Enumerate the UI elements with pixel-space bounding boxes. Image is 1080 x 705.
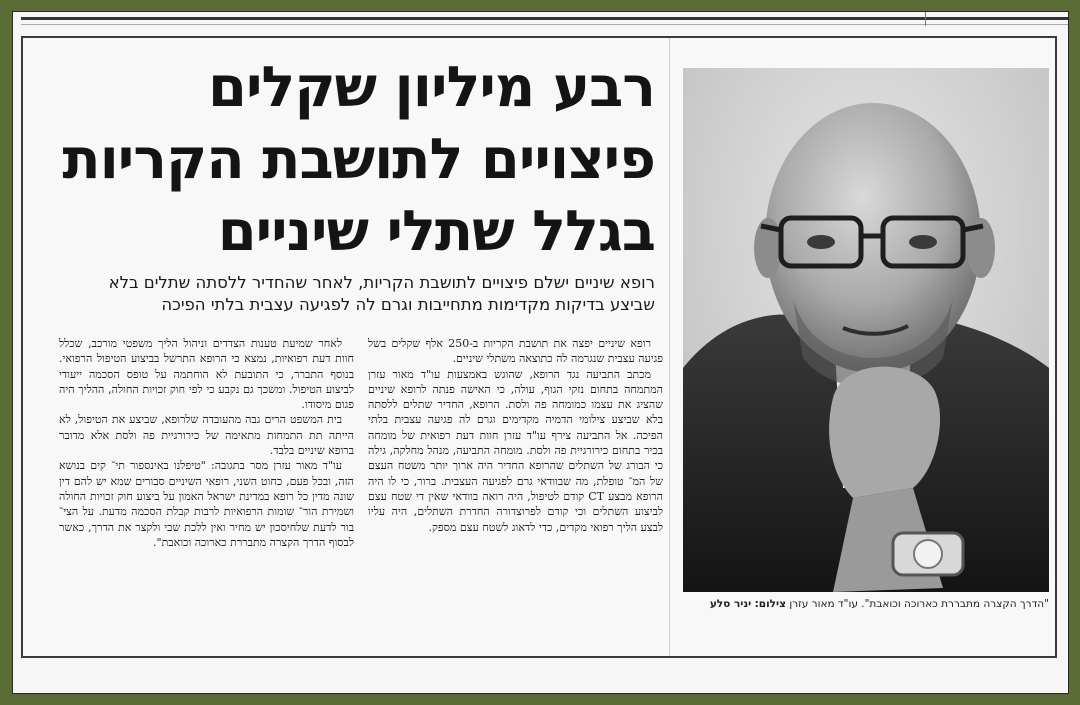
paragraph: לאחר שמיעת טענות הצדדים וניהול הליך משפטי מורכב, שכלל חוות דעת רפואיות, נמצא כי הרופא התרשל בביצוע הטיפול הרפואי. בנוסף התברר, כי התובעת לא הוחתמה על טופס הסכמה ייעודי לביצוע הטיפול. ומשכך גם נקבע כי לפי חוק זכויות החולה, ההליך היה פגום מיסודו.: [59, 337, 354, 412]
fold-mark: [925, 12, 926, 26]
subheadline-line: שביצע בדיקות מקדימות מתחייבות וגרם לה לפגיעה עצבית בלתי הפיכה: [161, 295, 655, 314]
headline-line: בגלל שתלי שיניים: [217, 199, 655, 264]
article-frame: [21, 36, 1057, 658]
headline: [55, 52, 655, 268]
headline-line: פיצויים לתושבת הקריות: [62, 127, 655, 192]
headline-line: רבע מיליון שקלים: [207, 55, 655, 120]
portrait-photo: [683, 68, 1049, 592]
body-column-left: [59, 336, 354, 550]
paragraph: בית המשפט הרים גבה מהעובדה שלרופא, שביצע את הטיפול, לא הייתה תת התמחות מתאימה של כירורגיית פה ולסת אלא מדובר ברופא שיניים בלבד.: [59, 413, 354, 458]
top-rule-thin: [21, 24, 1068, 25]
subheadline: [55, 272, 655, 316]
photo-credit-label: צילום:: [754, 598, 786, 610]
photo-credit-name: יניר סלע: [709, 598, 752, 610]
top-rule: [21, 17, 1068, 20]
paragraph: רופא שיניים יפצה את תושבת הקריות ב-250 אלף שקלים בשל פגיעה עצבית שנגרמה לה כתוצאה משתלי שיניים.: [368, 337, 663, 366]
photo-caption: [683, 598, 1049, 610]
portrait-illustration: [683, 68, 1049, 592]
body-column-right: [368, 336, 663, 535]
paragraph: עו"ד מאור עזרן מסר בתגובה: "טיפלנו באינספור תי־ קים בנושא הזה, ובכל פעם, כחוט השני, רופאי השיניים סבורים שמא יש להם דין שונה מדין כל רופא במדינת ישראל האמון על ביצוע חוק זכויות החולה ושמירת הור־ שומות הרפואיות לרבות קבלת הסכמה מדעת. על הצי־ בור לדעת שלחיסכון יש מחיר ואין ללכת שבי ולקצר את הדרך, כאשר לבסוף הדרך הקצרה מתבררת כארוכה וכואבת".: [59, 459, 354, 549]
caption-quote: "הדרך הקצרה מתבררת כארוכה וכואבת". עו"ד מאור עזרן: [789, 598, 1049, 610]
newspaper-page: [12, 11, 1069, 694]
column-divider: [669, 38, 670, 656]
paragraph: מכתב התביעה נגד הרופא, שהוגש באמצעות עו"ד מאור עזרן המתמחה בתחום נזקי הגוף, עולה, כי האישה פנתה לרופא שיניים שהציג את עצמו כמומחה פה ולסת. הרופא, החדיר שתלים ללסתה בלא שביצע צילומי הדמיה מקדימים וגרם לה פגיעה עצבית בלתי הפיכה. אל התביעה צירף עו"ד עזרן חוות דעת רפואית של מומחה בכיר בתחום כירורגיית פה ולסת. מומחה התביעה, מנהל מחלקה, גילה כי הבורג של השתלים שהרופא החדיר היה ארוך יותר משטח העצם של המ־ טופלת, מה שבוודאי גרם לפגיעה העצבית. ברור, כי לו היה הרופא מבצע CT קודם לטיפול, היה רואה בוודאי שאין די שטח עצם לביצוע השתלים וכי קודם לפרוצדורה החדרת השתלים, היה עליו לבצע הליך רפואי מקדים, כדי לדאוג לשטח עצם מספק.: [368, 367, 664, 534]
subheadline-line: רופא שיניים ישלם פיצויים לתושבת הקריות, לאחר שהחדיר ללסתה שתלים בלא: [108, 273, 655, 292]
